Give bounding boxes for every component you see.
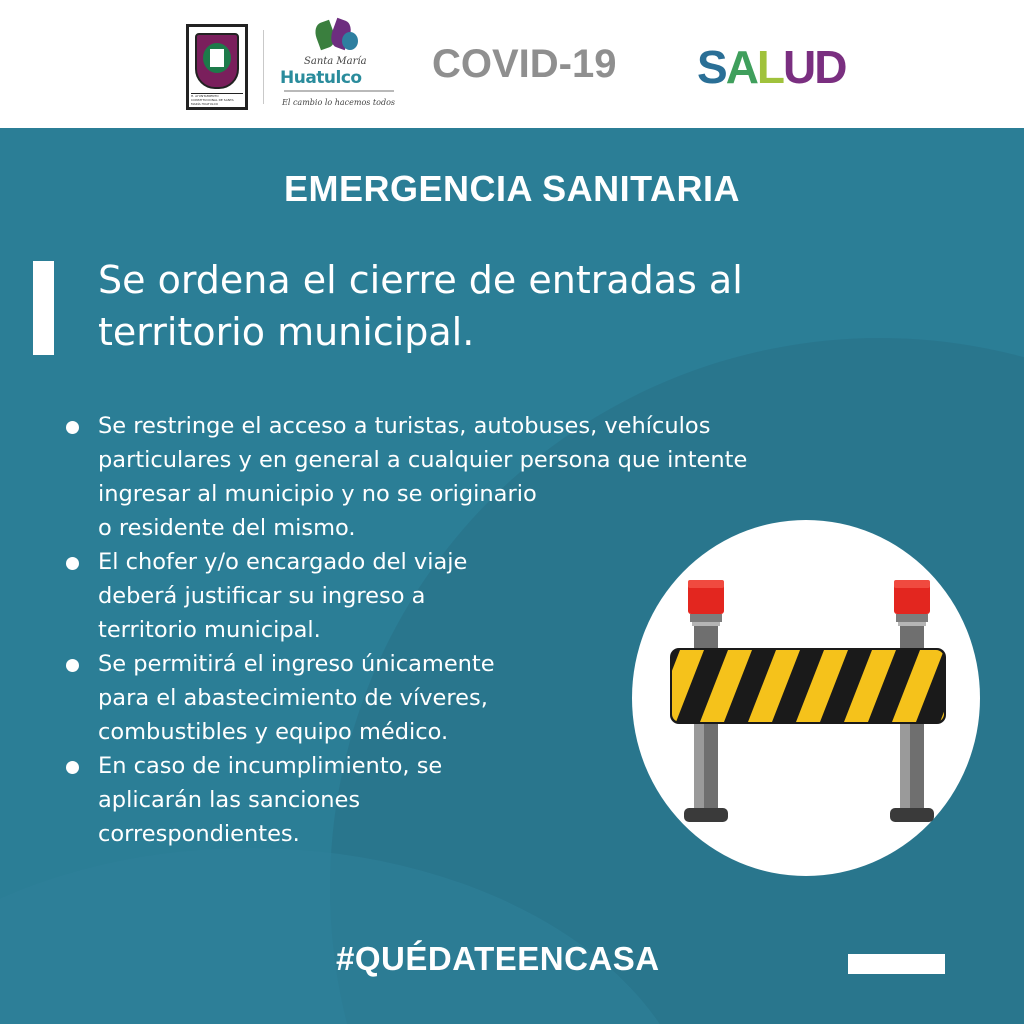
salud-logo [697,40,845,94]
coat-of-arms-caption: H. AYUNTAMIENTO CONSTITUCIONAL DE SANTA MARÍA HUATULCO [191,93,243,105]
header [0,0,1024,128]
bullet-dot-icon [66,659,79,672]
logo-slogan: El cambio lo hacemos todos [282,98,395,107]
main-panel [0,128,1024,1024]
salud-letter-4: UD [783,41,846,93]
header-divider [263,30,264,104]
page-title: EMERGENCIA SANITARIA [283,168,740,209]
salud-letter-1: S [697,41,726,93]
road-barrier-icon [632,520,980,876]
covid-label: COVID-19 [432,42,617,86]
decorative-line [848,954,945,974]
salud-letter-3: L [756,41,784,93]
logo-script-text: Santa María [304,56,367,67]
main-heading: Se ordena el cierre de entradas al territorio municipal. [98,258,743,354]
bullet-dot-icon [66,761,79,774]
bullet-dot-icon [66,421,79,434]
bullet-text: Se restringe el acceso a turistas, autobuses, vehículos particulares y en general a cualquier persona que intente ingresar al municipio y no se originario o residente del mismo. [98,413,748,541]
bullet-text: En caso de incumplimiento, se aplicarán las sanciones correspondientes. [98,753,443,847]
coat-of-arms-icon [186,24,248,110]
barrier-circle [632,520,980,876]
hashtag: #QUÉDATEENCASA [336,940,660,977]
salud-letter-2: A [725,41,757,93]
bullet-text: Se permitirá el ingreso únicamente para el abastecimiento de víveres, combustibles y equipo médico. [98,651,495,745]
bullet-text: El chofer y/o encargado del viaje deberá justificar su ingreso a territorio municipal. [98,549,468,643]
logo-name: Huatulco [280,68,362,88]
bullet-dot-icon [66,557,79,570]
huatulco-logo-icon [276,18,400,118]
accent-bar [33,261,54,355]
